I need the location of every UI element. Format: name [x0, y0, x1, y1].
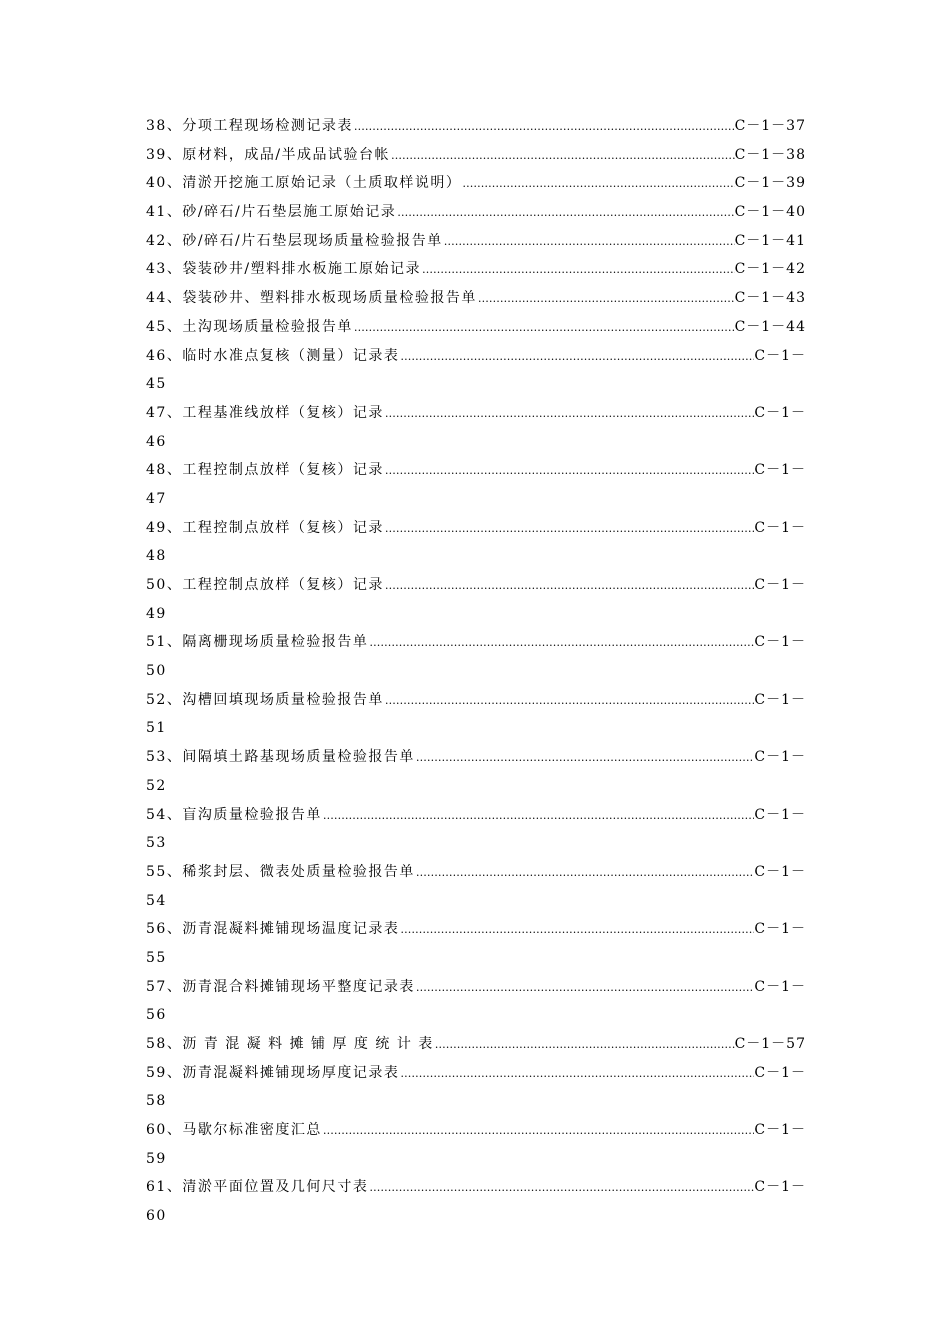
toc-entry-title: 46、临时水准点复核（测量）记录表 [146, 347, 400, 364]
toc-entry-page-ref: C－1－41 [734, 232, 806, 249]
toc-entry [146, 1030, 806, 1059]
toc-entry-page-number-wrap: 47 [146, 490, 167, 507]
toc-entry-page-number-wrap: 52 [146, 777, 167, 794]
dot-leader [443, 228, 735, 257]
toc-entry-page-ref: C－1－ [754, 749, 806, 766]
toc-entry-page-ref: C－1－ [754, 462, 806, 479]
toc-entry-page-ref: C－1－ [754, 347, 806, 364]
toc-entry [146, 801, 806, 830]
toc-entry-page-number-wrap: 53 [146, 835, 167, 852]
toc-entry [146, 399, 806, 428]
toc-entry-page-ref: C－1－ [754, 691, 806, 708]
dot-leader [477, 285, 735, 314]
toc-entry-title: 57、沥青混合料摊铺现场平整度记录表 [146, 978, 415, 995]
toc-entry [146, 628, 806, 657]
toc-entry-title: 58、沥 青 混 凝 料 摊 铺 厚 度 统 计 表 [146, 1036, 434, 1052]
toc-entry-title: 41、砂/碎石/片石垫层施工原始记录 [146, 204, 397, 221]
toc-entry-title: 55、稀浆封层、微表处质量检验报告单 [146, 863, 415, 880]
toc-entry [146, 227, 806, 256]
dot-leader [415, 859, 755, 888]
dot-leader [384, 572, 755, 601]
dot-leader [390, 142, 735, 171]
toc-entry-page-number-wrap: 60 [146, 1208, 167, 1225]
toc-entry-title: 59、沥青混凝料摊铺现场厚度记录表 [146, 1064, 400, 1081]
toc-entry-page-number-wrap: 50 [146, 663, 167, 680]
table-of-contents [146, 112, 806, 1231]
toc-entry-page-ref: C－1－ [754, 634, 806, 651]
toc-entry [146, 1173, 806, 1202]
toc-entry-page-ref: C－1－43 [734, 290, 806, 307]
toc-entry [146, 141, 806, 170]
toc-entry-page-ref: C－1－39 [734, 175, 806, 192]
toc-entry [146, 1116, 806, 1145]
dot-leader [415, 744, 755, 773]
toc-entry-title: 61、清淤平面位置及几何尺寸表 [146, 1179, 369, 1196]
dot-leader [384, 400, 755, 429]
toc-entry [146, 571, 806, 600]
toc-entry-title: 40、清淤开挖施工原始记录（土质取样说明） [146, 175, 462, 192]
dot-leader [399, 343, 754, 372]
toc-entry-title: 50、工程控制点放样（复核）记录 [146, 577, 384, 593]
toc-entry-title: 44、袋装砂井、塑料排水板现场质量检验报告单 [146, 290, 477, 307]
toc-entry-page-ref: C－1－37 [734, 118, 806, 134]
toc-entry-page-ref: C－1－44 [734, 318, 806, 335]
toc-entry [146, 686, 806, 715]
toc-entry-page-number-wrap: 55 [146, 949, 167, 966]
dot-leader [421, 256, 735, 285]
toc-entry-page-ref: C－1－ [754, 1064, 806, 1081]
dot-leader [384, 457, 755, 486]
toc-entry-page-ref: C－1－ [754, 404, 806, 421]
dot-leader [434, 1031, 735, 1060]
toc-entry-title: 39、原材料，成品/半成品试验台帐 [146, 146, 391, 163]
toc-entry-page-number-wrap: 59 [146, 1150, 167, 1167]
toc-entry-title: 45、土沟现场质量检验报告单 [146, 318, 353, 335]
toc-entry-page-ref: C－1－ [754, 1122, 806, 1139]
toc-entry-title: 43、袋装砂井/塑料排水板施工原始记录 [146, 261, 422, 278]
toc-entry-title: 38、分项工程现场检测记录表 [146, 118, 353, 134]
toc-entry [146, 112, 806, 141]
toc-entry-page-number-wrap: 58 [146, 1093, 167, 1110]
toc-entry-page-number-wrap: 56 [146, 1007, 167, 1024]
toc-entry-title: 56、沥青混凝料摊铺现场温度记录表 [146, 921, 400, 938]
toc-entry [146, 284, 806, 313]
toc-entry-page-ref: C－1－ [754, 978, 806, 995]
toc-entry-title: 48、工程控制点放样（复核）记录 [146, 462, 384, 479]
toc-entry-page-ref: C－1－ [754, 577, 806, 593]
toc-entry [146, 858, 806, 887]
toc-entry-page-number-wrap: 51 [146, 720, 167, 737]
toc-entry [146, 313, 806, 342]
toc-entry-title: 42、砂/碎石/片石垫层现场质量检验报告单 [146, 232, 443, 249]
toc-entry-title: 51、隔离栅现场质量检验报告单 [146, 634, 369, 651]
toc-entry-page-number-wrap: 54 [146, 892, 167, 909]
toc-entry-title: 54、盲沟质量检验报告单 [146, 806, 322, 823]
toc-entry [146, 169, 806, 198]
toc-entry-page-number-wrap: 45 [146, 376, 167, 393]
toc-entry-page-ref: C－1－ [754, 1179, 806, 1196]
toc-entry [146, 456, 806, 485]
toc-entry-page-ref: C－1－42 [734, 261, 806, 278]
toc-entry [146, 255, 806, 284]
dot-leader [368, 1174, 754, 1203]
toc-entry-page-ref: C－1－ [754, 806, 806, 823]
dot-leader [353, 314, 735, 343]
dot-leader [322, 1117, 755, 1146]
toc-entry-page-ref: C－1－ [754, 519, 806, 536]
toc-entry [146, 915, 806, 944]
toc-entry-title: 60、马歇尔标准密度汇总 [146, 1122, 322, 1139]
toc-entry-title: 49、工程控制点放样（复核）记录 [146, 519, 384, 536]
dot-leader [322, 802, 755, 831]
toc-entry [146, 514, 806, 543]
toc-entry-page-ref: C－1－57 [734, 1036, 806, 1052]
dot-leader [399, 916, 754, 945]
toc-entry-page-ref: C－1－38 [734, 146, 806, 163]
toc-entry [146, 973, 806, 1002]
dot-leader [384, 515, 755, 544]
toc-entry-page-number-wrap: 49 [146, 605, 167, 622]
toc-entry [146, 198, 806, 227]
dot-leader [368, 629, 754, 658]
dot-leader [399, 1060, 754, 1089]
toc-entry [146, 1059, 806, 1088]
toc-entry-title: 52、沟槽回填现场质量检验报告单 [146, 691, 384, 708]
toc-entry-page-ref: C－1－ [754, 921, 806, 938]
toc-entry-title: 47、工程基准线放样（复核）记录 [146, 404, 384, 421]
toc-entry-page-number-wrap: 46 [146, 433, 167, 450]
toc-entry-page-number-wrap: 48 [146, 548, 167, 565]
toc-entry-title: 53、间隔填土路基现场质量检验报告单 [146, 749, 415, 766]
toc-entry-page-ref: C－1－ [754, 863, 806, 880]
dot-leader [415, 974, 755, 1003]
dot-leader [384, 687, 755, 716]
toc-entry [146, 743, 806, 772]
dot-leader [353, 113, 735, 142]
dot-leader [396, 199, 734, 228]
toc-entry-page-ref: C－1－40 [734, 204, 806, 221]
dot-leader [461, 170, 734, 199]
toc-entry [146, 342, 806, 371]
